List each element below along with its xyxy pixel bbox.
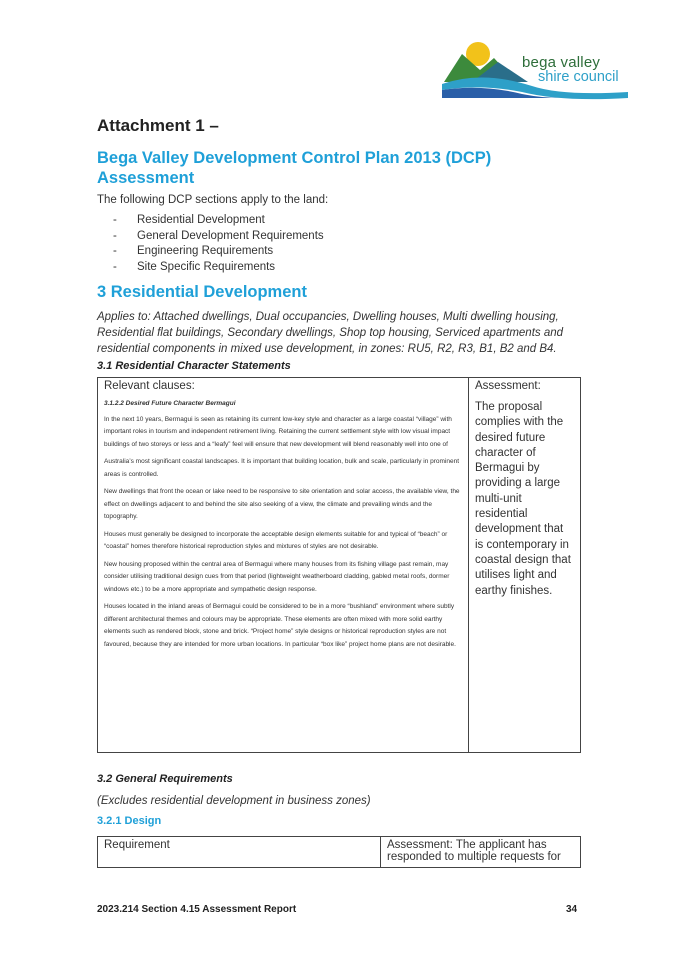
- section-32-heading: 3.2 General Requirements: [97, 773, 233, 785]
- list-item: - Residential Development: [113, 214, 265, 226]
- list-item: - Engineering Requirements: [113, 245, 274, 257]
- clause-paragraph: Houses must generally be designed to incorporate the acceptable design elements suitable for and typical of “beach” or “coastal” homes therefore historical reproduction styles and mixtures of styles are not desirable.: [104, 530, 448, 550]
- clause-excerpt: [104, 398, 462, 651]
- clauses-cell: [98, 378, 469, 753]
- council-logo: [442, 40, 628, 102]
- requirement-header: Requirement: [98, 837, 381, 868]
- list-item: - General Development Requirements: [113, 229, 324, 242]
- assessment-header: Assessment: The applicant has responded to multiple requests for: [381, 837, 581, 868]
- clause-heading: 3.1.2.2 Desired Future Character Bermagui: [104, 400, 236, 407]
- dcp-heading: Bega Valley Development Control Plan 2013 (DCP) Assessment: [97, 149, 492, 187]
- clause-paragraph: In the next 10 years, Bermagui is seen as retaining its current low-key style and character as a large coastal “village” with important roles in tourism and independent retirement living. Retaining the current settlement style with low visual impact buildings of two storeys or less and a “leafy” feel will ensure that new development will blend reasonably well into one of: [104, 415, 452, 448]
- assessment-header: Assessment:: [475, 380, 541, 392]
- clause-paragraph: New dwellings that front the ocean or lake need to be responsive to site orientation and solar access, the available view, the effect on dwellings adjacent to and behind the site also seeking of a view, the climate and prevailing winds and the topography.: [104, 488, 460, 520]
- assessment-cell: [469, 378, 581, 753]
- clause-paragraph: New housing proposed within the central area of Bermagui where many houses from its fishing village past remain, may consider utilising traditional design cues from that period (lightweight weatherboard cladding, gabled metal roofs, dormer windows etc.) to be a more appropriate and sympathetic design response.: [104, 560, 450, 593]
- residential-heading: 3 Residential Development: [97, 283, 307, 301]
- footer-report: 2023.214 Section 4.15 Assessment Report: [97, 904, 297, 915]
- character-table: [97, 377, 581, 753]
- section-321-heading: 3.2.1 Design: [97, 815, 162, 827]
- assessment-text: The proposal complies with the desired future character of Bermagui by providing a large multi-unit residential development that is contemporary in coastal design that utilises light and earthy finishes.: [475, 401, 571, 597]
- design-table: [97, 836, 581, 868]
- clause-paragraph: Australia’s most significant coastal landscapes. It is important that building location, bulk and scale, particularly in prominent areas is controlled.: [104, 458, 460, 478]
- sections-list: [113, 214, 324, 276]
- applies-text: Applies to: Attached dwellings, Dual occupancies, Dwelling houses, Multi dwelling housing, Residential flat buildings, Secondary dwellings, Shop top housing, Serviced apartments and residential components in mixed use development, in zones: RU5, R2, R3, B1, B2 and B4.: [97, 311, 564, 355]
- clause-paragraph: Houses located in the inland areas of Bermagui could be considered to be in a more “bushland” environment where subtly different architectural themes and colours may be appropriate. These elements are often mixed with more solid earthy elements such as rendered block, stone and brick. “Project home” style designs or historical reproduction styles are not favoured, because they are intended for more urban locations. In particular “box like” project home plans are not desirable.: [104, 603, 456, 648]
- attachment-title: Attachment 1 –: [97, 116, 219, 135]
- section-32-note: (Excludes residential development in business zones): [97, 795, 371, 807]
- intro-text: The following DCP sections apply to the land:: [97, 194, 329, 206]
- logo-text-line2: shire council: [538, 69, 619, 85]
- clauses-header: Relevant clauses:: [104, 380, 195, 392]
- page-number: 34: [566, 904, 578, 915]
- list-item: - Site Specific Requirements: [113, 260, 276, 273]
- section-31-heading: 3.1 Residential Character Statements: [97, 360, 291, 372]
- logo-text-line1: bega valley: [522, 54, 601, 71]
